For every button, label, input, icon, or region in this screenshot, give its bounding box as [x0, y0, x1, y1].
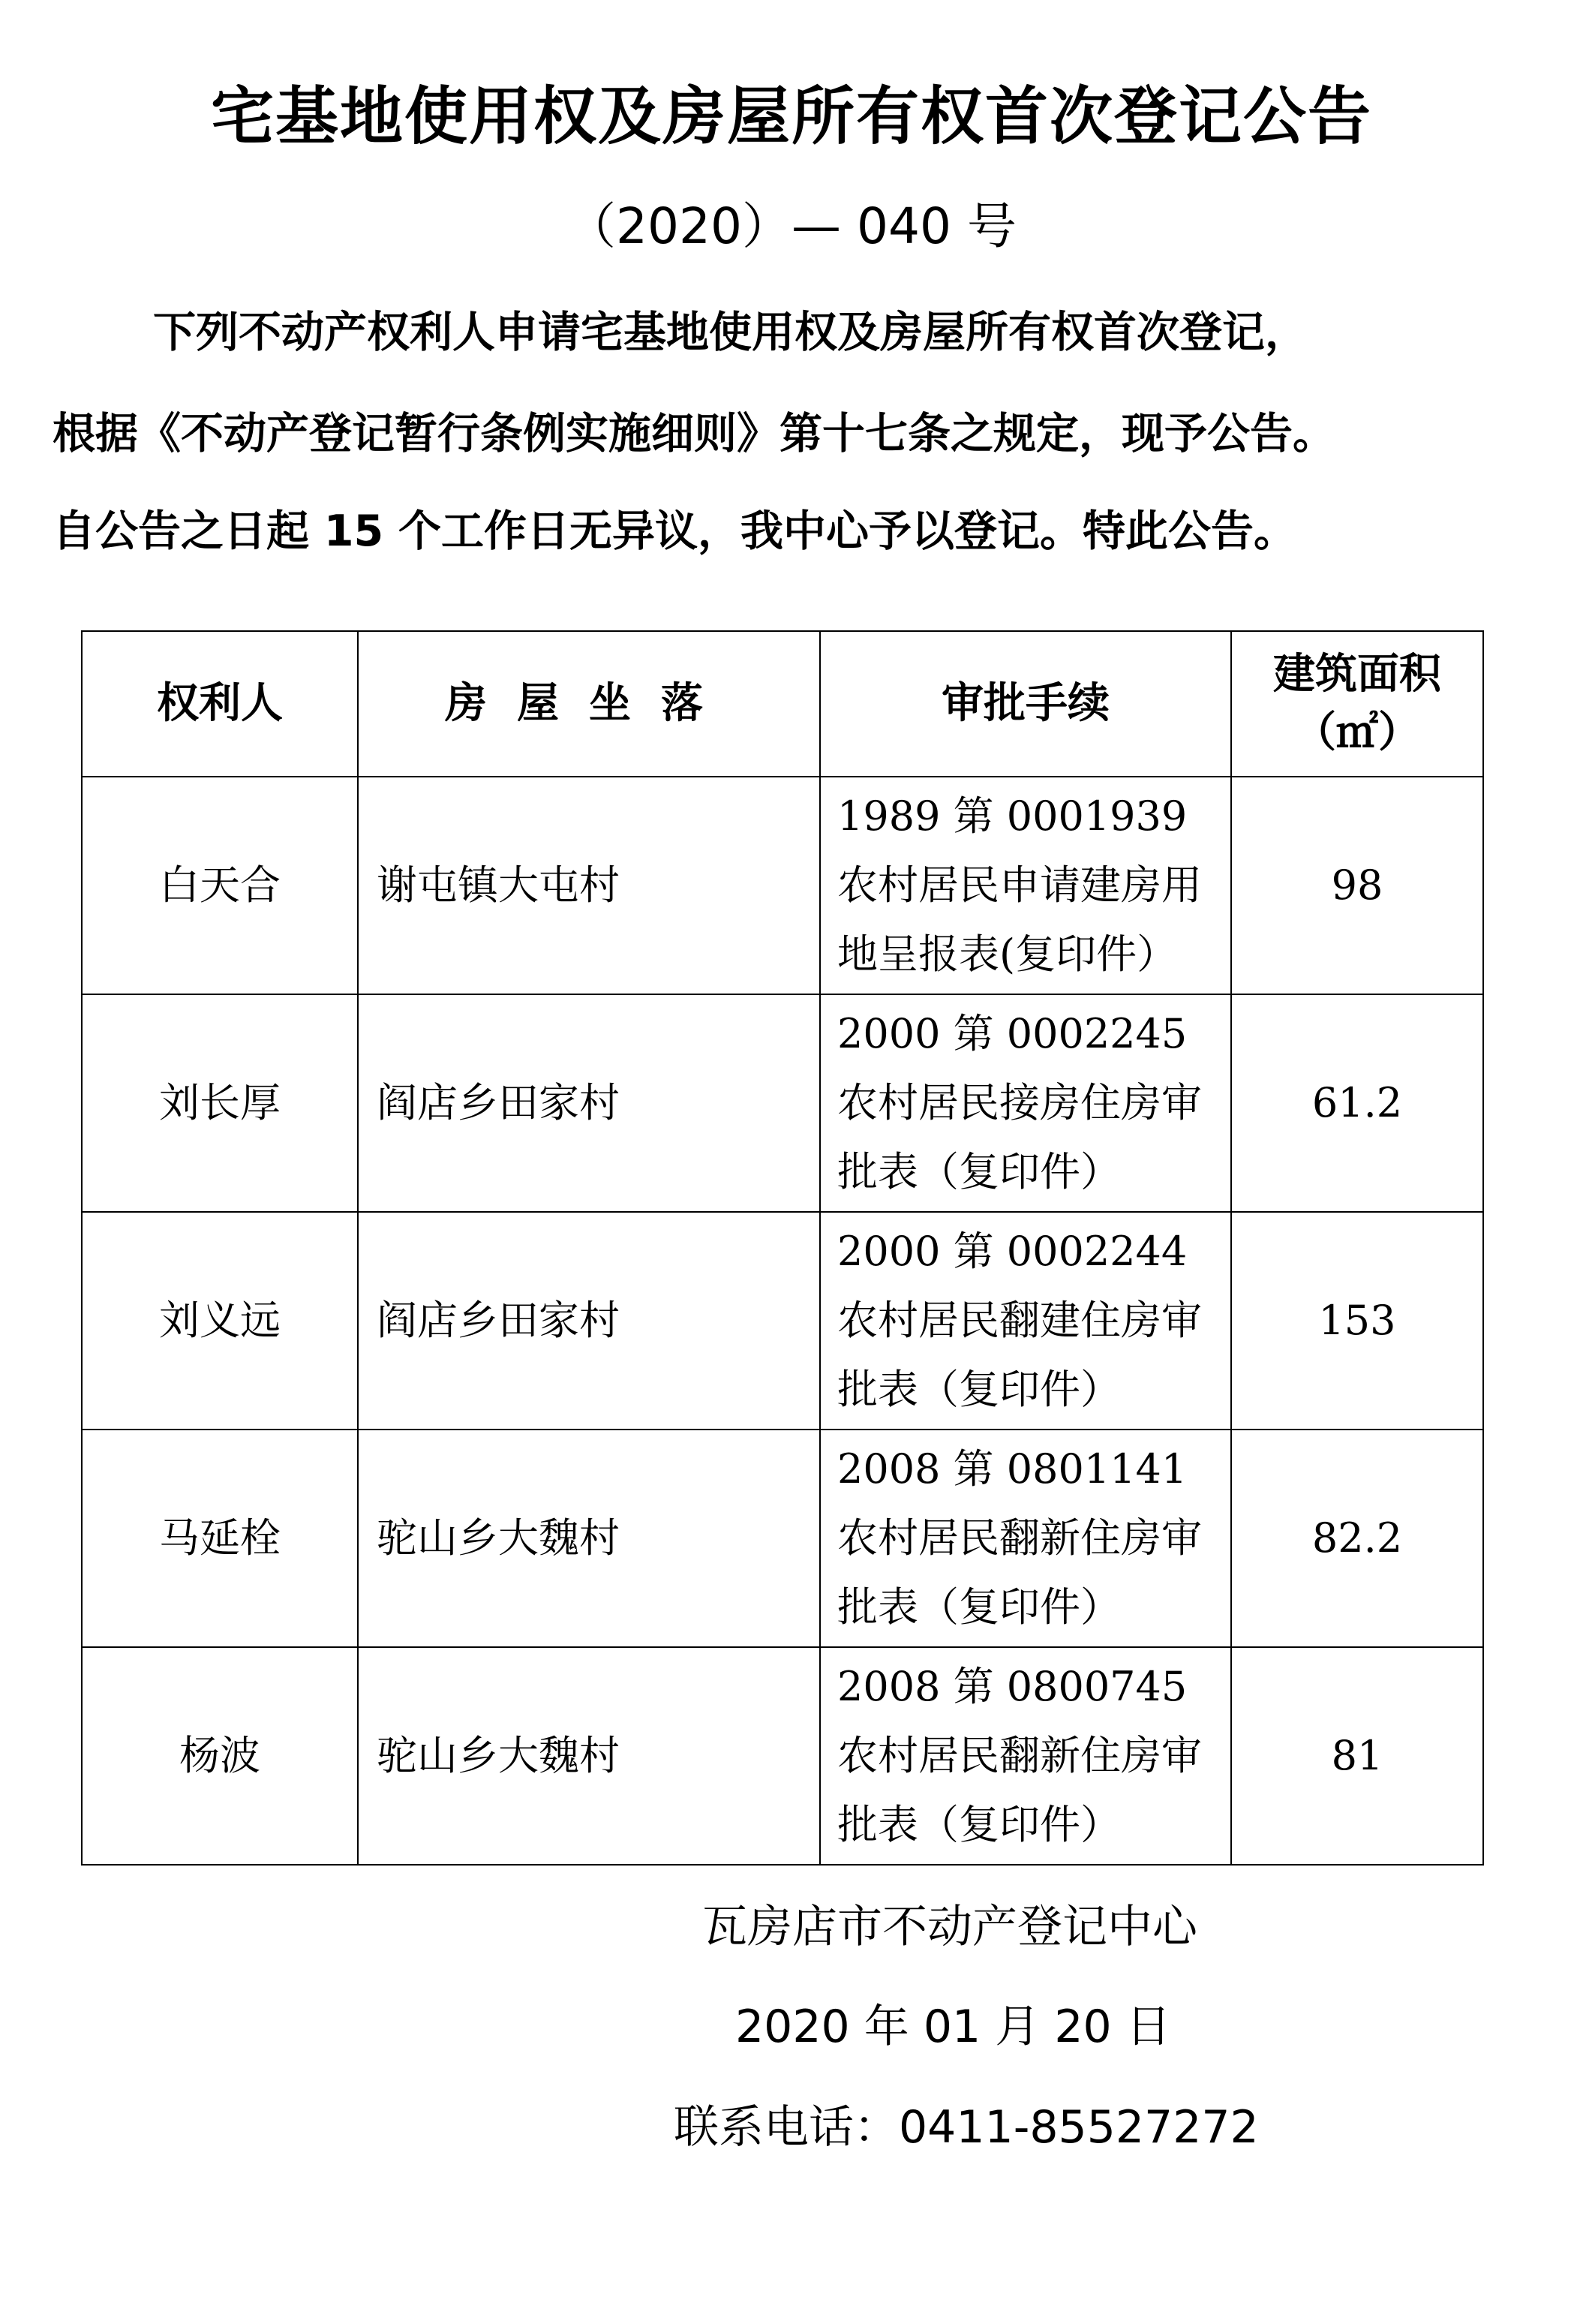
area-cell: 82.2 — [1231, 1430, 1483, 1647]
notice-paragraph-line-1: 下列不动产权利人申请宅基地使用权及房屋所有权首次登记， — [153, 308, 1308, 357]
notice-title: 宅基地使用权及房屋所有权首次登记公告 — [210, 80, 1372, 153]
area-cell: 81 — [1231, 1647, 1483, 1865]
holder-cell: 白天合 — [82, 777, 358, 994]
table-header-row — [82, 631, 1483, 777]
notice-paragraph-line-2: 根据《不动产登记暂行条例实施细则》第十七条之规定，现予公告。 — [53, 409, 1335, 458]
location-cell: 驼山乡大魏村 — [358, 1430, 820, 1647]
notice-number: （2020）— 040 号 — [566, 197, 1017, 255]
issue-date: 2020 年 01 月 20 日 — [735, 2001, 1171, 2053]
notice-paragraph-line-3: 自公告之日起 15 个工作日无异议，我中心予以登记。特此公告。 — [53, 507, 1297, 556]
issuer-name: 瓦房店市不动产登记中心 — [702, 1901, 1197, 1953]
holder-cell: 刘长厚 — [82, 994, 358, 1212]
holder-cell: 杨波 — [82, 1647, 358, 1865]
area-cell: 98 — [1231, 777, 1483, 994]
area-cell: 153 — [1231, 1212, 1483, 1430]
approval-cell: 2008 第 0800745 农村居民翻新住房审批表（复印件） — [820, 1647, 1231, 1865]
header-holder: 权利人 — [82, 631, 358, 777]
location-cell: 谢屯镇大屯村 — [358, 777, 820, 994]
location-cell: 阎店乡田家村 — [358, 994, 820, 1212]
holder-cell: 马延栓 — [82, 1430, 358, 1647]
location-cell: 驼山乡大魏村 — [358, 1647, 820, 1865]
area-cell: 61.2 — [1231, 994, 1483, 1212]
header-area: 建筑面积（㎡） — [1231, 631, 1483, 777]
table-row — [82, 777, 1483, 994]
table-row — [82, 1647, 1483, 1865]
header-location: 房屋坐落 — [358, 631, 820, 777]
holder-cell: 刘义远 — [82, 1212, 358, 1430]
table-row — [82, 994, 1483, 1212]
table-row — [82, 1212, 1483, 1430]
location-cell: 阎店乡田家村 — [358, 1212, 820, 1430]
contact-phone: 联系电话：0411-85527272 — [674, 2101, 1259, 2154]
approval-cell: 1989 第 0001939 农村居民申请建房用地呈报表(复印件） — [820, 777, 1231, 994]
approval-cell: 2000 第 0002245 农村居民接房住房审批表（复印件） — [820, 994, 1231, 1212]
approval-cell: 2008 第 0801141 农村居民翻新住房审批表（复印件） — [820, 1430, 1231, 1647]
table-row — [82, 1430, 1483, 1647]
header-approval: 审批手续 — [820, 631, 1231, 777]
registration-table — [81, 630, 1484, 1866]
approval-cell: 2000 第 0002244 农村居民翻建住房审批表（复印件） — [820, 1212, 1231, 1430]
